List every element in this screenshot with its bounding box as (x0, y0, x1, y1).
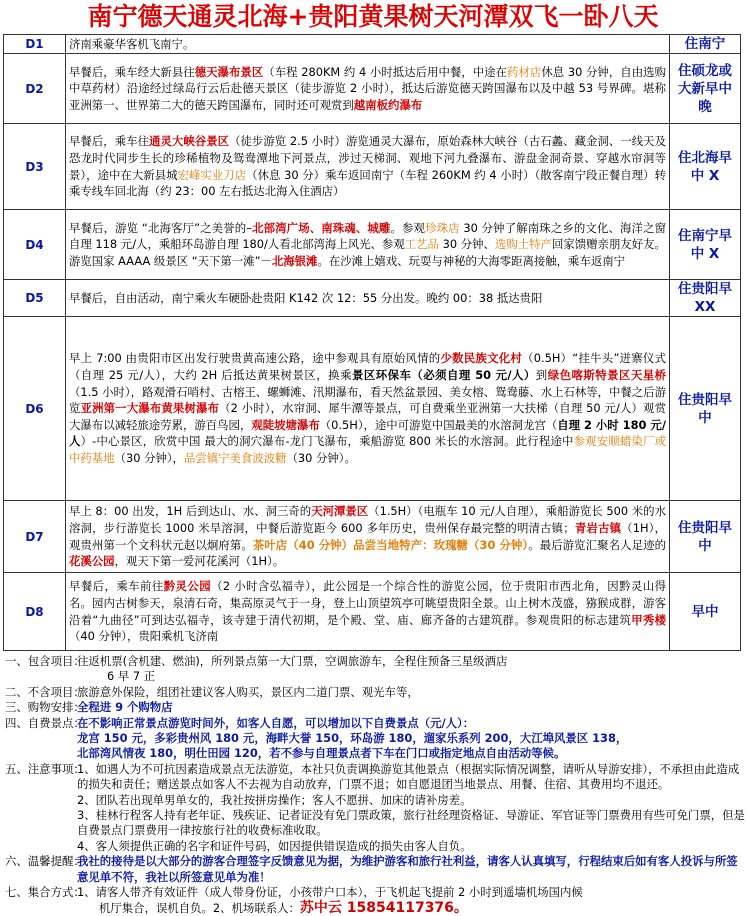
note-text: 往返机票(含机建、燃油)，所列景点第一大门票，空调旅游车，全程住预备三星级酒店 (77, 654, 508, 668)
desc-segment: 选购土特产 (494, 237, 552, 252)
note-label: 七、集合方式： (5, 885, 85, 900)
day-row (4, 35, 741, 54)
day-lodging-meals: 住硕龙或大新早中晚 (670, 54, 741, 124)
day-label: D6 (4, 317, 66, 501)
day-label: D4 (4, 210, 66, 280)
desc-segment: （1.5 小时），路观滑石哨村、古榕王、螺蛳滩、汛期瀑布，看天然盆景园、美女榕、鸳鸯藤、水上石林等，中餐之后游览 (69, 384, 666, 416)
day-row (4, 573, 741, 651)
desc-segment: 早上 8：00 出发，1H 后到达山、水、洞三奇的 (69, 504, 312, 519)
note-assembly (5, 885, 746, 916)
desc-segment: （徒步游览 2.5 小时）游览通灵大瀑布，原始森林大峡谷（古石蠡、藏金洞、一线天及恐龙时代同步生长的珍稀植物及鸳鸯潭地下河景点，涉过天梯洞、观地下河九叠瀑布、游盘金洞奇景、穿越水帘洞等景），途中在大新县城 (69, 134, 666, 182)
note-included (5, 654, 746, 685)
note-item: 3、桂林行程客人持有老年证、残疾证、记者证没有免门票政策，旅行社经理资格证、导游证、军官证等门票费用有些可免门票，但是自费景点门票费用一律按旅行社的收费标准收取。 (77, 808, 745, 838)
desc-segment: 。参观 (390, 220, 426, 235)
day-description (66, 54, 670, 124)
note-label: 六、温馨提醒： (5, 854, 85, 869)
note-shopping (5, 700, 746, 715)
note-text: 我社的接待是以大部分的游客合理签字反馈意见为据，为维护游客和旅行社利益，请客人认真填写，行程结束后如有客人投诉与所签意见单不符，我社以所签意见单为准！ (77, 854, 738, 884)
day-row (4, 280, 741, 317)
desc-segment: 工艺品 (404, 237, 439, 252)
desc-segment: 。在沙滩上嬉戏、玩耍与神秘的大海零距离接触，乘车返南宁 (317, 253, 626, 268)
desc-segment: 青岩古镇 (574, 520, 622, 535)
day-row (4, 54, 741, 124)
day-row (4, 210, 741, 280)
day-label: D7 (4, 501, 66, 573)
note-text-cont: 机厅集合，误机自负。2、机场联系人： (99, 900, 300, 915)
desc-segment: 黔灵公园 (163, 579, 212, 594)
day-row (4, 501, 741, 573)
desc-segment: 少数民族文化村 (440, 351, 523, 366)
note-optional (5, 716, 746, 762)
desc-segment: 。最后游览汇聚名人足迹的 (528, 537, 666, 552)
desc-segment: 观陡坡塘瀑布 (251, 417, 320, 432)
desc-segment: 通灵大峡谷景区 (149, 134, 230, 149)
desc-segment: 亚洲第一大瀑布黄果树瀑布 (80, 401, 220, 416)
note-attention (5, 762, 746, 854)
note-line: 北部湾风情夜 180，明仕田园 120，若不参与自理景点者下车在门口或指定地点自由活动等候。 (77, 746, 566, 761)
note-text: 全程进 9 个购物店 (77, 700, 173, 715)
desc-segment: 济南乘豪华客机飞南宁。 (69, 36, 195, 51)
note-label: 一、包含项目： (5, 654, 85, 668)
day-label: D1 (4, 35, 66, 54)
note-text-cont: 6 早 7 正 (107, 669, 156, 684)
desc-segment: 宏峰实业刀店 (177, 167, 247, 182)
desc-segment: 早餐后，乘车经大新县往 (69, 64, 195, 79)
day-description (66, 280, 670, 317)
desc-segment: 30 分钟、 (438, 237, 495, 252)
desc-segment: （30 分钟）， (114, 450, 184, 465)
day-description (66, 124, 670, 210)
desc-segment: 早餐后，乘车往 (69, 134, 150, 149)
desc-segment: 回家馈赠亲朋友好友。游览国家 AAAA 级景区 “天下第一滩”－ (69, 237, 666, 268)
day-description (66, 573, 670, 651)
contact-phone: 苏中云 15854117376。 (299, 899, 468, 916)
desc-segment: 参观安顺蜡染厂或中药基地 (69, 434, 666, 465)
day-lodging-meals: 早中 (670, 573, 741, 651)
desc-segment: 休息 30 分钟，自由选购中草药材）沿途经过绿岛行云后赴德天景区（徒步游览 2 小时），抵达后游览德天跨国瀑布以及中越 53 号界碑。堪称亚洲第一、世界第二大的德天跨国瀑布，同时还可观赏到 (69, 64, 666, 112)
note-line: 在不影响正常景点游览时间外，如客人自愿，可以增加以下自费景点（元/人）： (77, 715, 475, 730)
desc-segment: 早餐后，乘车前往 (69, 579, 164, 594)
note-item: 1、如遇人为不可抗因素造成景点无法游览，本社只负责调换游览其他景点（根据实际情况调整，请听从导游安排），不承担由此造成的损失和责任；赠送景点如客人不去视为自动放弃，门票不退；如自愿退团当地景点、用餐、住宿、其费用均不退还。 (77, 761, 740, 792)
desc-segment: （2 小时），水帘洞、犀牛潭等景点，可自费乘坐亚洲第一大扶梯（自理 50 元/人）观赏大瀑布以减轻旅途劳累，游百鸟园， (69, 401, 666, 432)
desc-segment: 北海银滩 (271, 253, 318, 268)
desc-segment: 景区环保车（必须自理 50 元/人） (351, 368, 536, 383)
desc-segment: （1.5H）（电瓶车 10 元/人自理），乘船游览长 500 米的水溶洞，步行游览长 1000 米旱溶洞，中餐后游览距今 600 多年历史，贵州保存最完整的明清古镇； (69, 504, 666, 535)
desc-segment: 天河潭景区 (311, 504, 369, 519)
desc-segment: （30 分钟）。 (286, 450, 356, 465)
day-lodging-meals: 住贵阳早 XX (670, 280, 741, 317)
desc-segment: （2 小时含弘福寺），此公园是一个综合性的游览公园，位于贵阳市西北角，因黔灵山得名。园内古树参天，泉清石奇，集高原灵气于一身，登上山顶望筑亭可眺望贵阳全景。山上树木茂盛，猕猴成群，游客沿着“九曲径”可到达弘福寺，该寺建于清代初期，是个殿、堂、庙、廊齐备的古建筑群。参观贵阳的标志建筑 (69, 579, 666, 627)
desc-segment: 到 (535, 368, 548, 383)
desc-segment: （40 分钟），贵阳乘机飞济南 (69, 629, 219, 644)
desc-segment: 品尝镇宁美食波波糖 (183, 450, 287, 465)
desc-segment: （车程 280KM 约 4 小时抵达后用中餐，中途在 (263, 64, 508, 79)
note-text: 旅游意外保险，组团社建议客人购买，景区内二道门票、观光车等， (77, 684, 419, 699)
note-excluded (5, 685, 746, 700)
day-lodging-meals: 住贵阳早中 (670, 501, 741, 573)
desc-segment: （0.5H）“挂牛头”迸寨仪式（自理 25 元/人），大约 2H 后抵达黄果树景区，换乘 (69, 351, 666, 383)
desc-segment: 早餐后，游览 “北海客厅”之美誉的– (69, 220, 252, 235)
day-description (66, 501, 670, 573)
note-label: 五、注意事项： (5, 761, 85, 776)
note-label: 二、不含项目： (5, 684, 85, 699)
day-lodging-meals: 住北海早中 X (670, 124, 741, 210)
desc-segment: ，观天下第一爱河花溪河（1H）。 (114, 554, 285, 569)
notes-section (5, 654, 746, 916)
desc-segment: （休息 30 分）乘车返回南宁（车程 260KM 约 4 小时）（散客南宁段正餐自理）转乘专线车回北海（约 23：00 左右抵达北海入住酒店） (69, 167, 666, 199)
desc-segment: ）-中心景区，欣赏中国 最大的洞穴瀑布-龙门飞瀑布，乘船游览 800 米长的水溶洞。此行程途中 (80, 434, 574, 449)
day-lodging-meals: 住南宁早中 X (670, 210, 741, 280)
note-reminder (5, 854, 746, 885)
day-lodging-meals: 住南宁 (670, 35, 741, 54)
desc-segment: 珍珠店 (425, 220, 460, 235)
desc-segment: 早餐后，自由活动，南宁乘火车硬卧赴贵阳 K142 次 12：55 分出发。晚约 00：38 抵达贵阳 (69, 290, 543, 305)
note-item: 2、团队若出现单男单女的，我社按拼房操作；客人不愿拼、加床的请补房差。 (77, 792, 472, 807)
desc-segment: 绿色喀斯特景区天星桥 (547, 368, 666, 383)
desc-segment: 药材店 (507, 64, 542, 79)
note-label: 四、自费景点： (5, 715, 85, 730)
day-lodging-meals: 住贵阳早中 (670, 317, 741, 501)
desc-segment: 甲秀楼 (631, 612, 666, 627)
day-label: D5 (4, 280, 66, 317)
day-label: D3 (4, 124, 66, 210)
page-title: 南宁德天通灵北海+贵阳黄果树天河潭双飞一卧八天 (87, 2, 659, 31)
desc-segment: 早上 7:00 由贵阳市区出发行驶贵黄高速公路，途中参观具有原始风情的 (69, 351, 441, 366)
day-row (4, 317, 741, 501)
desc-segment: 越南板约瀑布 (353, 97, 423, 112)
day-label: D2 (4, 54, 66, 124)
note-label: 三、购物安排： (5, 700, 85, 715)
desc-segment: （0.5H），途中可游览中国最美的水溶洞龙宫（ (319, 417, 558, 432)
desc-segment: 花溪公园 (69, 554, 115, 569)
day-row (4, 124, 741, 210)
desc-segment: 北部湾广场、南珠魂、城雕 (251, 220, 391, 235)
note-line: 龙宫 150 元，多彩贵州风 180 元，海畔大誉 150，环岛游 180，遛家乐系列 200，大江埠风景区 138， (77, 731, 628, 746)
day-description (66, 210, 670, 280)
day-description (66, 35, 670, 54)
desc-segment: 德天瀑布景区 (194, 64, 264, 79)
desc-segment: （1H），观贵州第一个文科状元赵以炯府第。 (69, 520, 666, 552)
desc-segment: 茶叶店（40 分钟）品尝当地特产：玫瑰糖（30 分钟） (252, 537, 529, 552)
itinerary-table (3, 34, 741, 651)
day-label: D8 (4, 573, 66, 651)
note-item: 4、客人须提供正确的名字和证件号码，如因提供错误造成的损失由客人自负。 (77, 838, 472, 853)
desc-segment: 自理 2 小时 180 元/人 (69, 417, 666, 449)
day-description (66, 317, 670, 501)
desc-segment: 30 分钟了解南珠之乡的文化、海洋之窗自理 118 元/人，乘船环岛游自理 180/人看北部湾海上风光、参观 (69, 220, 666, 252)
note-text: 1、请客人带齐有效证件（成人带身份证，小孩带户口本），于飞机起飞提前 2 小时到遥墙机场国内候 (77, 885, 583, 900)
